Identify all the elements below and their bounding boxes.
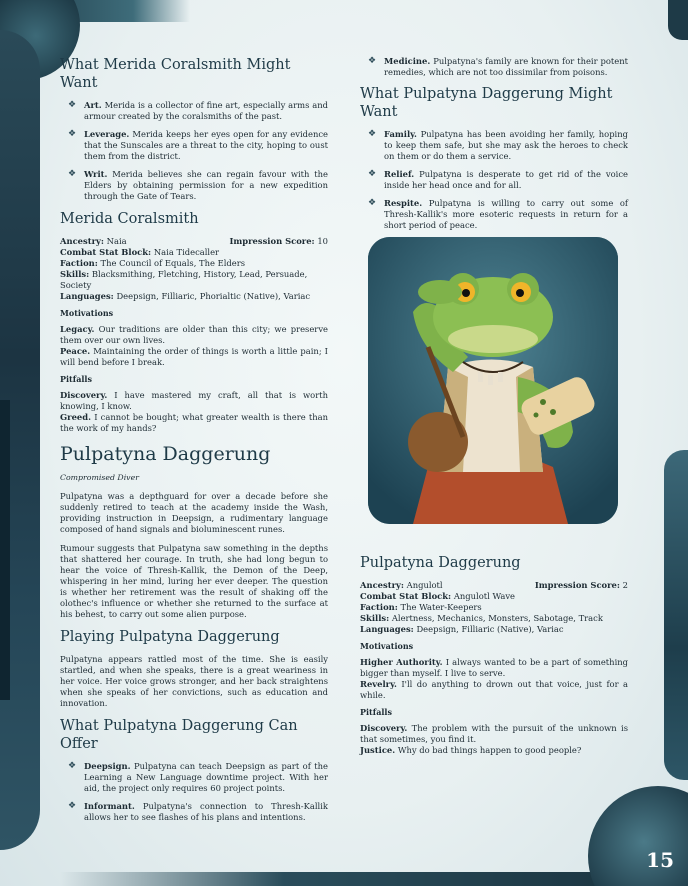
field-value: 2	[622, 580, 628, 590]
section-heading: What Pulpatyna Daggerung Might Want	[360, 86, 613, 120]
bullet-list	[60, 761, 328, 823]
pitfall-item	[60, 390, 328, 412]
item-text: Maintaining the order of things is worth a little pain; I will bend before I break.	[60, 346, 328, 367]
pitfall-item	[360, 723, 628, 745]
item-term: Relief.	[384, 169, 415, 179]
field-label: Skills:	[60, 269, 90, 279]
item-text: Pulpatyna can teach Deepsign as part of the Learning a New Language downtime project. With her aid, the project only requires 60 project points.	[84, 761, 328, 793]
list-item	[360, 56, 628, 78]
section-heading: What Pulpatyna Daggerung Can Offer	[60, 718, 298, 752]
bullet-list	[360, 56, 628, 78]
field-label: Ancestry:	[360, 580, 404, 590]
item-term: Discovery.	[60, 390, 108, 400]
statblock-field	[60, 247, 328, 258]
list-item	[360, 169, 628, 191]
left-column	[60, 56, 328, 830]
item-text: Pulpatyna's connection to Thresh-Kallik allows her to see flashes of his plans and intentions.	[84, 801, 328, 822]
field-value: 10	[317, 236, 328, 246]
character-portrait	[368, 237, 618, 524]
border-decoration-left-inner	[0, 400, 10, 700]
motivations-heading: Motivations	[360, 641, 414, 651]
item-term: Respite.	[384, 198, 423, 208]
bullet-icon: ❖	[368, 169, 377, 179]
bullet-list	[60, 100, 328, 202]
list-item	[60, 100, 328, 122]
list-item	[360, 198, 628, 231]
field-label: Combat Stat Block:	[360, 591, 452, 601]
field-value: Angulotl Wave	[453, 591, 516, 601]
field-label: Faction:	[60, 258, 98, 268]
motivation-item	[60, 324, 328, 346]
bullet-icon: ❖	[68, 801, 77, 811]
item-term: Informant.	[84, 801, 135, 811]
item-term: Higher Authority.	[360, 657, 443, 667]
pitfall-item	[60, 412, 328, 434]
impression-field	[230, 236, 329, 247]
skills-field	[360, 613, 628, 624]
field-value: Deepsign, Filliaric, Phorialtic (Native), Variac	[116, 291, 311, 301]
field-value: Angulotl	[406, 580, 443, 590]
field-value: Naia Tidecaller	[153, 247, 220, 257]
border-decoration-bottom	[60, 872, 620, 886]
border-decoration-right	[664, 450, 688, 780]
item-term: Peace.	[60, 346, 91, 356]
page-number: 15	[646, 848, 674, 872]
item-text: Why do bad things happen to good people?	[397, 745, 582, 755]
border-decoration-top-right	[668, 0, 688, 40]
item-text: Pulpatyna is willing to carry out some of Thresh-Kallik's more esoteric requests in return for a short period of peace.	[384, 198, 628, 230]
field-label: Impression Score:	[229, 236, 315, 246]
list-item	[60, 129, 328, 162]
field-label: Languages:	[360, 624, 414, 634]
item-term: Writ.	[84, 169, 108, 179]
paragraph: Rumour suggests that Pulpatyna saw something in the depths that shattered her courage. In truth, she had long begun to hear the voice of Thresh-Kallik, the Demon of the Deep, whispering in her mind, luring her ever deeper. The question is whether her retirement was the result of shaking off the olothec's influence or whether she returned to the surface at his behest, to carry out some alien purpose.	[60, 543, 328, 619]
faction-field	[60, 258, 328, 269]
ancestry-field	[60, 236, 127, 247]
item-text: Pulpatyna has been avoiding her family, hoping to keep them safe, but she may ask the heroes to check on them or do them a service.	[384, 129, 628, 161]
field-label: Faction:	[360, 602, 398, 612]
bullet-icon: ❖	[368, 198, 377, 208]
motivation-item	[60, 346, 328, 368]
item-text: I'll do anything to drown out that voice, just for a while.	[360, 679, 628, 700]
field-label: Impression Score:	[534, 580, 620, 590]
item-term: Family.	[384, 129, 417, 139]
paragraph: Pulpatyna appears rattled most of the time. She is easily startled, and when she speaks, there is a great weariness in her voice. Her voice grows stronger, and her back straightens when she speaks of her convictions, such as education and innovation.	[60, 654, 328, 708]
item-text: I have mastered my craft, all that is worth knowing, I know.	[60, 390, 328, 411]
item-term: Greed.	[60, 412, 91, 422]
field-value: Alertness, Mechanics, Monsters, Sabotage, Track	[391, 613, 603, 623]
item-text: Pulpatyna's family are known for their potent remedies, which are not too dissimilar from poisons.	[384, 56, 628, 77]
faction-field	[360, 602, 628, 613]
section-heading: What Merida Coralsmith Might Want	[60, 57, 291, 91]
field-label: Skills:	[360, 613, 390, 623]
motivation-item	[360, 657, 628, 679]
pitfall-item	[360, 745, 628, 756]
item-term: Leverage.	[84, 129, 130, 139]
motivation-item	[360, 679, 628, 701]
item-term: Revelry.	[360, 679, 397, 689]
item-term: Legacy.	[60, 324, 95, 334]
pitfalls-heading: Pitfalls	[60, 374, 92, 384]
npc-title: Pulpatyna Daggerung	[60, 443, 271, 465]
bullet-icon: ❖	[68, 761, 77, 771]
frog-character-illustration	[368, 237, 618, 524]
stat-row-ancestry	[60, 236, 328, 247]
field-value: Naia	[106, 236, 127, 246]
skills-field	[60, 269, 328, 291]
languages-field	[60, 291, 328, 302]
item-term: Art.	[84, 100, 102, 110]
item-text: Merida is a collector of fine art, especially arms and armour created by the coralsmiths of the past.	[84, 100, 328, 121]
section-heading: Merida Coralsmith	[60, 211, 199, 227]
field-label: Combat Stat Block:	[60, 247, 152, 257]
item-term: Medicine.	[384, 56, 431, 66]
field-value: The Water-Keepers	[400, 602, 482, 612]
item-text: Merida believes she can regain favour with the Elders by obtaining permission for a new expedition through the Gate of Tears.	[84, 169, 328, 201]
motivations-heading: Motivations	[60, 308, 114, 318]
item-term: Deepsign.	[84, 761, 131, 771]
pitfalls-heading: Pitfalls	[360, 707, 392, 717]
list-item	[360, 129, 628, 162]
ancestry-field	[360, 580, 443, 591]
bullet-list	[360, 129, 628, 231]
bullet-icon: ❖	[368, 129, 377, 139]
impression-field	[535, 580, 628, 591]
bullet-icon: ❖	[68, 129, 77, 139]
languages-field	[360, 624, 628, 635]
statblock-field	[360, 591, 628, 602]
item-text: I cannot be bought; what greater wealth is there than the work of my hands?	[60, 412, 328, 433]
item-text: Our traditions are older than this city; we preserve them over our own lives.	[60, 324, 329, 345]
paragraph: Pulpatyna was a depthguard for over a decade before she suddenly retired to teach at the academy inside the Wash, providing instruction in Deepsign, a rudimentary language composed of hand signals and bioluminescent runes.	[60, 491, 328, 534]
bullet-icon: ❖	[368, 56, 377, 66]
list-item	[60, 761, 328, 794]
field-value: Deepsign, Filliaric (Native), Variac	[416, 624, 564, 634]
item-term: Discovery.	[360, 723, 408, 733]
list-item	[60, 801, 328, 823]
field-label: Ancestry:	[60, 236, 104, 246]
item-text: Merida keeps her eyes open for any evidence that the Sunscales are a threat to the city, hoping to oust them from the district.	[84, 129, 329, 161]
item-text: I always wanted to be a part of something bigger than myself. I live to serve.	[360, 657, 628, 678]
bullet-icon: ❖	[68, 169, 77, 179]
field-value: The Council of Equals, The Elders	[100, 258, 246, 268]
stat-row-ancestry	[360, 580, 628, 591]
item-term: Justice.	[360, 745, 396, 755]
field-value: Blacksmithing, Fletching, History, Lead, Persuade, Society	[60, 269, 308, 290]
bullet-icon: ❖	[68, 100, 77, 110]
item-text: Pulpatyna is desperate to get rid of the voice inside her head once and for all.	[384, 169, 628, 190]
npc-subtitle: Compromised Diver	[60, 473, 139, 482]
section-heading: Playing Pulpatyna Daggerung	[60, 629, 280, 645]
list-item	[60, 169, 328, 202]
section-heading: Pulpatyna Daggerung	[360, 555, 521, 571]
item-text: The problem with the pursuit of the unknown is that sometimes, you find it.	[360, 723, 628, 744]
field-label: Languages:	[60, 291, 114, 301]
